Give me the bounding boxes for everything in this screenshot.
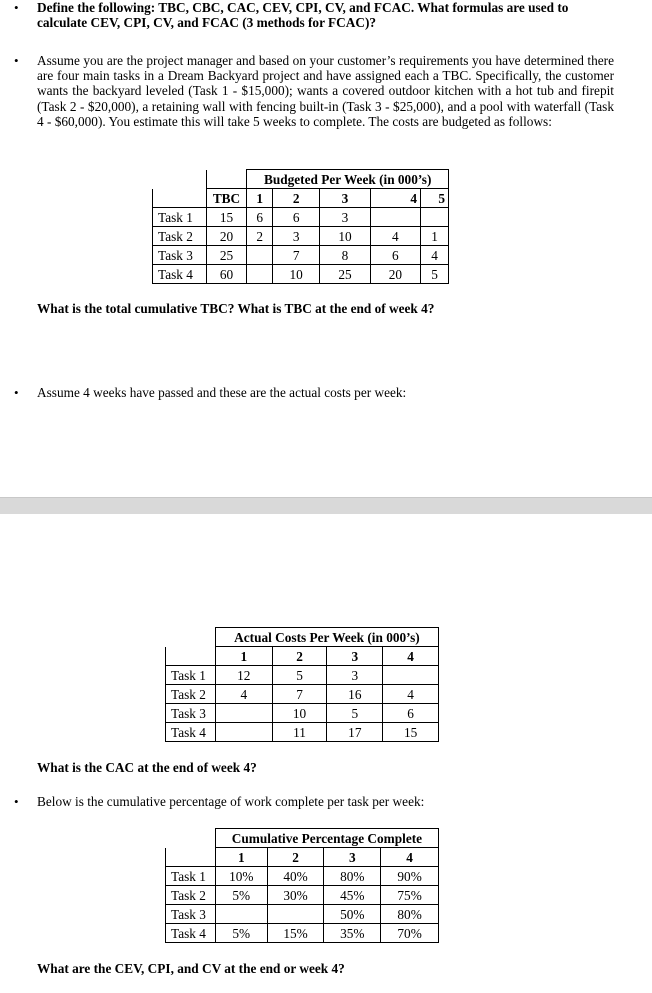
task-label: Task 3 bbox=[153, 246, 207, 265]
table-row bbox=[166, 666, 439, 685]
week-header: 3 bbox=[327, 647, 383, 666]
value-cell: 8 bbox=[320, 246, 370, 265]
question-cev-cpi-cv: What are the CEV, CPI, and CV at the end or week 4? bbox=[37, 961, 345, 976]
table-row bbox=[166, 867, 439, 886]
value-cell bbox=[370, 208, 420, 227]
value-cell: 5% bbox=[215, 886, 267, 905]
value-cell: 7 bbox=[273, 246, 320, 265]
week-header: 5 bbox=[421, 189, 449, 208]
table-corner bbox=[153, 189, 207, 208]
value-cell: 2 bbox=[247, 227, 273, 246]
value-cell: 40% bbox=[267, 867, 324, 886]
value-cell: 5 bbox=[421, 265, 449, 284]
bullet-marker: • bbox=[14, 0, 19, 15]
table-row bbox=[166, 685, 439, 704]
week-header: 3 bbox=[320, 189, 370, 208]
tbc-cell: 20 bbox=[206, 227, 247, 246]
actual-costs-intro: Assume 4 weeks have passed and these are the actual costs per week: bbox=[37, 385, 407, 400]
value-cell: 6 bbox=[247, 208, 273, 227]
actual-costs-table bbox=[165, 627, 439, 742]
task-label: Task 4 bbox=[166, 723, 216, 742]
value-cell: 70% bbox=[381, 924, 439, 943]
project-description-paragraph: Assume you are the project manager and based on your customer’s requirements you have determined there are four main tasks in a Dream Backyard project and have assigned each a TBC. Specifically, the customer wants the backyard leveled (Task 1 - $15,000); wants a covered outdoor kitchen with a hot tub and firepit (Task 2 - $20,000), a retaining wall with fencing built-in (Task 3 - $25,000), and a pool with waterfall (Task 4 - $60,000). You estimate this will take 5 weeks to complete. The costs are budgeted as follows: bbox=[37, 53, 614, 129]
tbc-cell: 60 bbox=[206, 265, 247, 284]
week-header: 1 bbox=[215, 647, 272, 666]
tbc-cell: 25 bbox=[206, 246, 247, 265]
task-label: Task 4 bbox=[166, 924, 216, 943]
value-cell: 4 bbox=[370, 227, 420, 246]
value-cell: 10% bbox=[215, 867, 267, 886]
value-cell bbox=[247, 265, 273, 284]
table-row bbox=[153, 246, 449, 265]
value-cell: 25 bbox=[320, 265, 370, 284]
task-label: Task 4 bbox=[153, 265, 207, 284]
tbc-cell: 15 bbox=[206, 208, 247, 227]
value-cell: 7 bbox=[272, 685, 327, 704]
question-definitions: Define the following: TBC, CBC, CAC, CEV, CPI, CV, and FCAC. What formulas are used to calculate CEV, CPI, CV, and FCAC (3 methods for FCAC)? bbox=[37, 0, 569, 31]
value-cell: 6 bbox=[370, 246, 420, 265]
value-cell: 4 bbox=[215, 685, 272, 704]
value-cell: 3 bbox=[327, 666, 383, 685]
table-row bbox=[153, 208, 449, 227]
bullet-marker: • bbox=[14, 794, 19, 809]
percent-complete-intro: Below is the cumulative percentage of work complete per task per week: bbox=[37, 794, 425, 809]
page-break bbox=[0, 497, 652, 515]
bullet-marker: • bbox=[14, 385, 19, 400]
value-cell: 11 bbox=[272, 723, 327, 742]
value-cell: 12 bbox=[215, 666, 272, 685]
table-corner bbox=[153, 170, 207, 189]
week-header: 2 bbox=[267, 848, 324, 867]
value-cell: 90% bbox=[381, 867, 439, 886]
task-label: Task 1 bbox=[166, 867, 216, 886]
week-header: 1 bbox=[215, 848, 267, 867]
budget-table-title: Budgeted Per Week (in 000’s) bbox=[247, 170, 449, 189]
value-cell bbox=[215, 723, 272, 742]
table-corner bbox=[206, 170, 247, 189]
week-header: 4 bbox=[381, 848, 439, 867]
value-cell: 17 bbox=[327, 723, 383, 742]
task-label: Task 3 bbox=[166, 905, 216, 924]
value-cell: 6 bbox=[383, 704, 439, 723]
task-label: Task 2 bbox=[166, 886, 216, 905]
percent-table-title: Cumulative Percentage Complete bbox=[215, 829, 438, 848]
tbc-header: TBC bbox=[206, 189, 247, 208]
value-cell: 5 bbox=[327, 704, 383, 723]
task-label: Task 1 bbox=[166, 666, 216, 685]
week-header: 2 bbox=[272, 647, 327, 666]
table-row bbox=[166, 723, 439, 742]
value-cell bbox=[421, 208, 449, 227]
table-row bbox=[166, 905, 439, 924]
value-cell: 16 bbox=[327, 685, 383, 704]
bullet-marker: • bbox=[14, 53, 19, 68]
table-corner bbox=[166, 829, 216, 848]
value-cell bbox=[247, 246, 273, 265]
value-cell: 4 bbox=[383, 685, 439, 704]
table-row bbox=[166, 924, 439, 943]
question-cac: What is the CAC at the end of week 4? bbox=[37, 760, 257, 775]
value-cell bbox=[215, 905, 267, 924]
value-cell: 5% bbox=[215, 924, 267, 943]
table-row bbox=[153, 265, 449, 284]
budget-table bbox=[152, 169, 449, 284]
value-cell: 80% bbox=[324, 867, 381, 886]
table-row bbox=[166, 886, 439, 905]
value-cell: 3 bbox=[273, 227, 320, 246]
document-page-2 bbox=[0, 514, 652, 993]
value-cell: 45% bbox=[324, 886, 381, 905]
value-cell: 10 bbox=[272, 704, 327, 723]
value-cell: 6 bbox=[273, 208, 320, 227]
task-label: Task 3 bbox=[166, 704, 216, 723]
value-cell: 75% bbox=[381, 886, 439, 905]
value-cell: 15 bbox=[383, 723, 439, 742]
value-cell: 35% bbox=[324, 924, 381, 943]
value-cell: 15% bbox=[267, 924, 324, 943]
value-cell: 4 bbox=[421, 246, 449, 265]
table-corner bbox=[166, 628, 216, 647]
week-header: 4 bbox=[383, 647, 439, 666]
table-row bbox=[166, 704, 439, 723]
task-label: Task 2 bbox=[153, 227, 207, 246]
task-label: Task 2 bbox=[166, 685, 216, 704]
week-header: 2 bbox=[273, 189, 320, 208]
percent-complete-table bbox=[165, 828, 439, 943]
value-cell bbox=[215, 704, 272, 723]
value-cell: 30% bbox=[267, 886, 324, 905]
table-corner bbox=[166, 848, 216, 867]
week-header: 3 bbox=[324, 848, 381, 867]
question-total-tbc: What is the total cumulative TBC? What is TBC at the end of week 4? bbox=[37, 301, 435, 316]
value-cell bbox=[383, 666, 439, 685]
task-label: Task 1 bbox=[153, 208, 207, 227]
value-cell: 50% bbox=[324, 905, 381, 924]
table-row bbox=[153, 227, 449, 246]
value-cell bbox=[267, 905, 324, 924]
value-cell: 20 bbox=[370, 265, 420, 284]
actual-table-title: Actual Costs Per Week (in 000’s) bbox=[215, 628, 438, 647]
week-header: 4 bbox=[370, 189, 420, 208]
week-header: 1 bbox=[247, 189, 273, 208]
value-cell: 1 bbox=[421, 227, 449, 246]
value-cell: 3 bbox=[320, 208, 370, 227]
value-cell: 10 bbox=[273, 265, 320, 284]
value-cell: 10 bbox=[320, 227, 370, 246]
value-cell: 5 bbox=[272, 666, 327, 685]
value-cell: 80% bbox=[381, 905, 439, 924]
table-corner bbox=[166, 647, 216, 666]
